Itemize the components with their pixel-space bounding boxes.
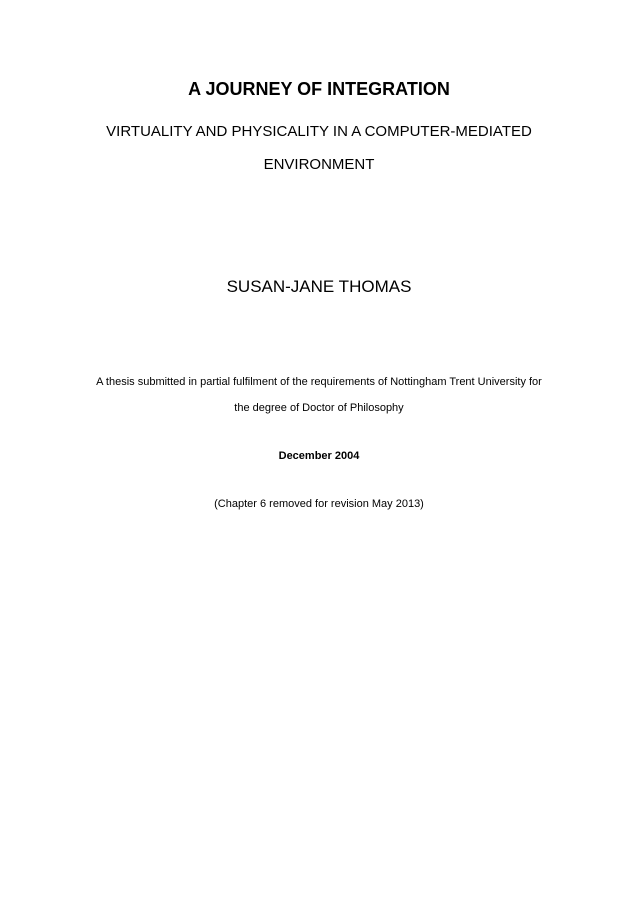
thesis-subtitle-line-2: ENVIRONMENT <box>263 156 375 173</box>
thesis-subtitle-line-1: VIRTUALITY AND PHYSICALITY IN A COMPUTER-MEDIATED <box>106 123 532 140</box>
thesis-statement-line-1: A thesis submitted in partial fulfilment of the requirements of Nottingham Trent University for <box>96 376 542 388</box>
submission-date: December 2004 <box>278 450 360 462</box>
thesis-title: A JOURNEY OF INTEGRATION <box>188 79 450 99</box>
author-name: SUSAN-JANE THOMAS <box>226 277 412 296</box>
revision-note: (Chapter 6 removed for revision May 2013) <box>214 498 424 510</box>
thesis-statement-line-2: the degree of Doctor of Philosophy <box>234 402 404 414</box>
